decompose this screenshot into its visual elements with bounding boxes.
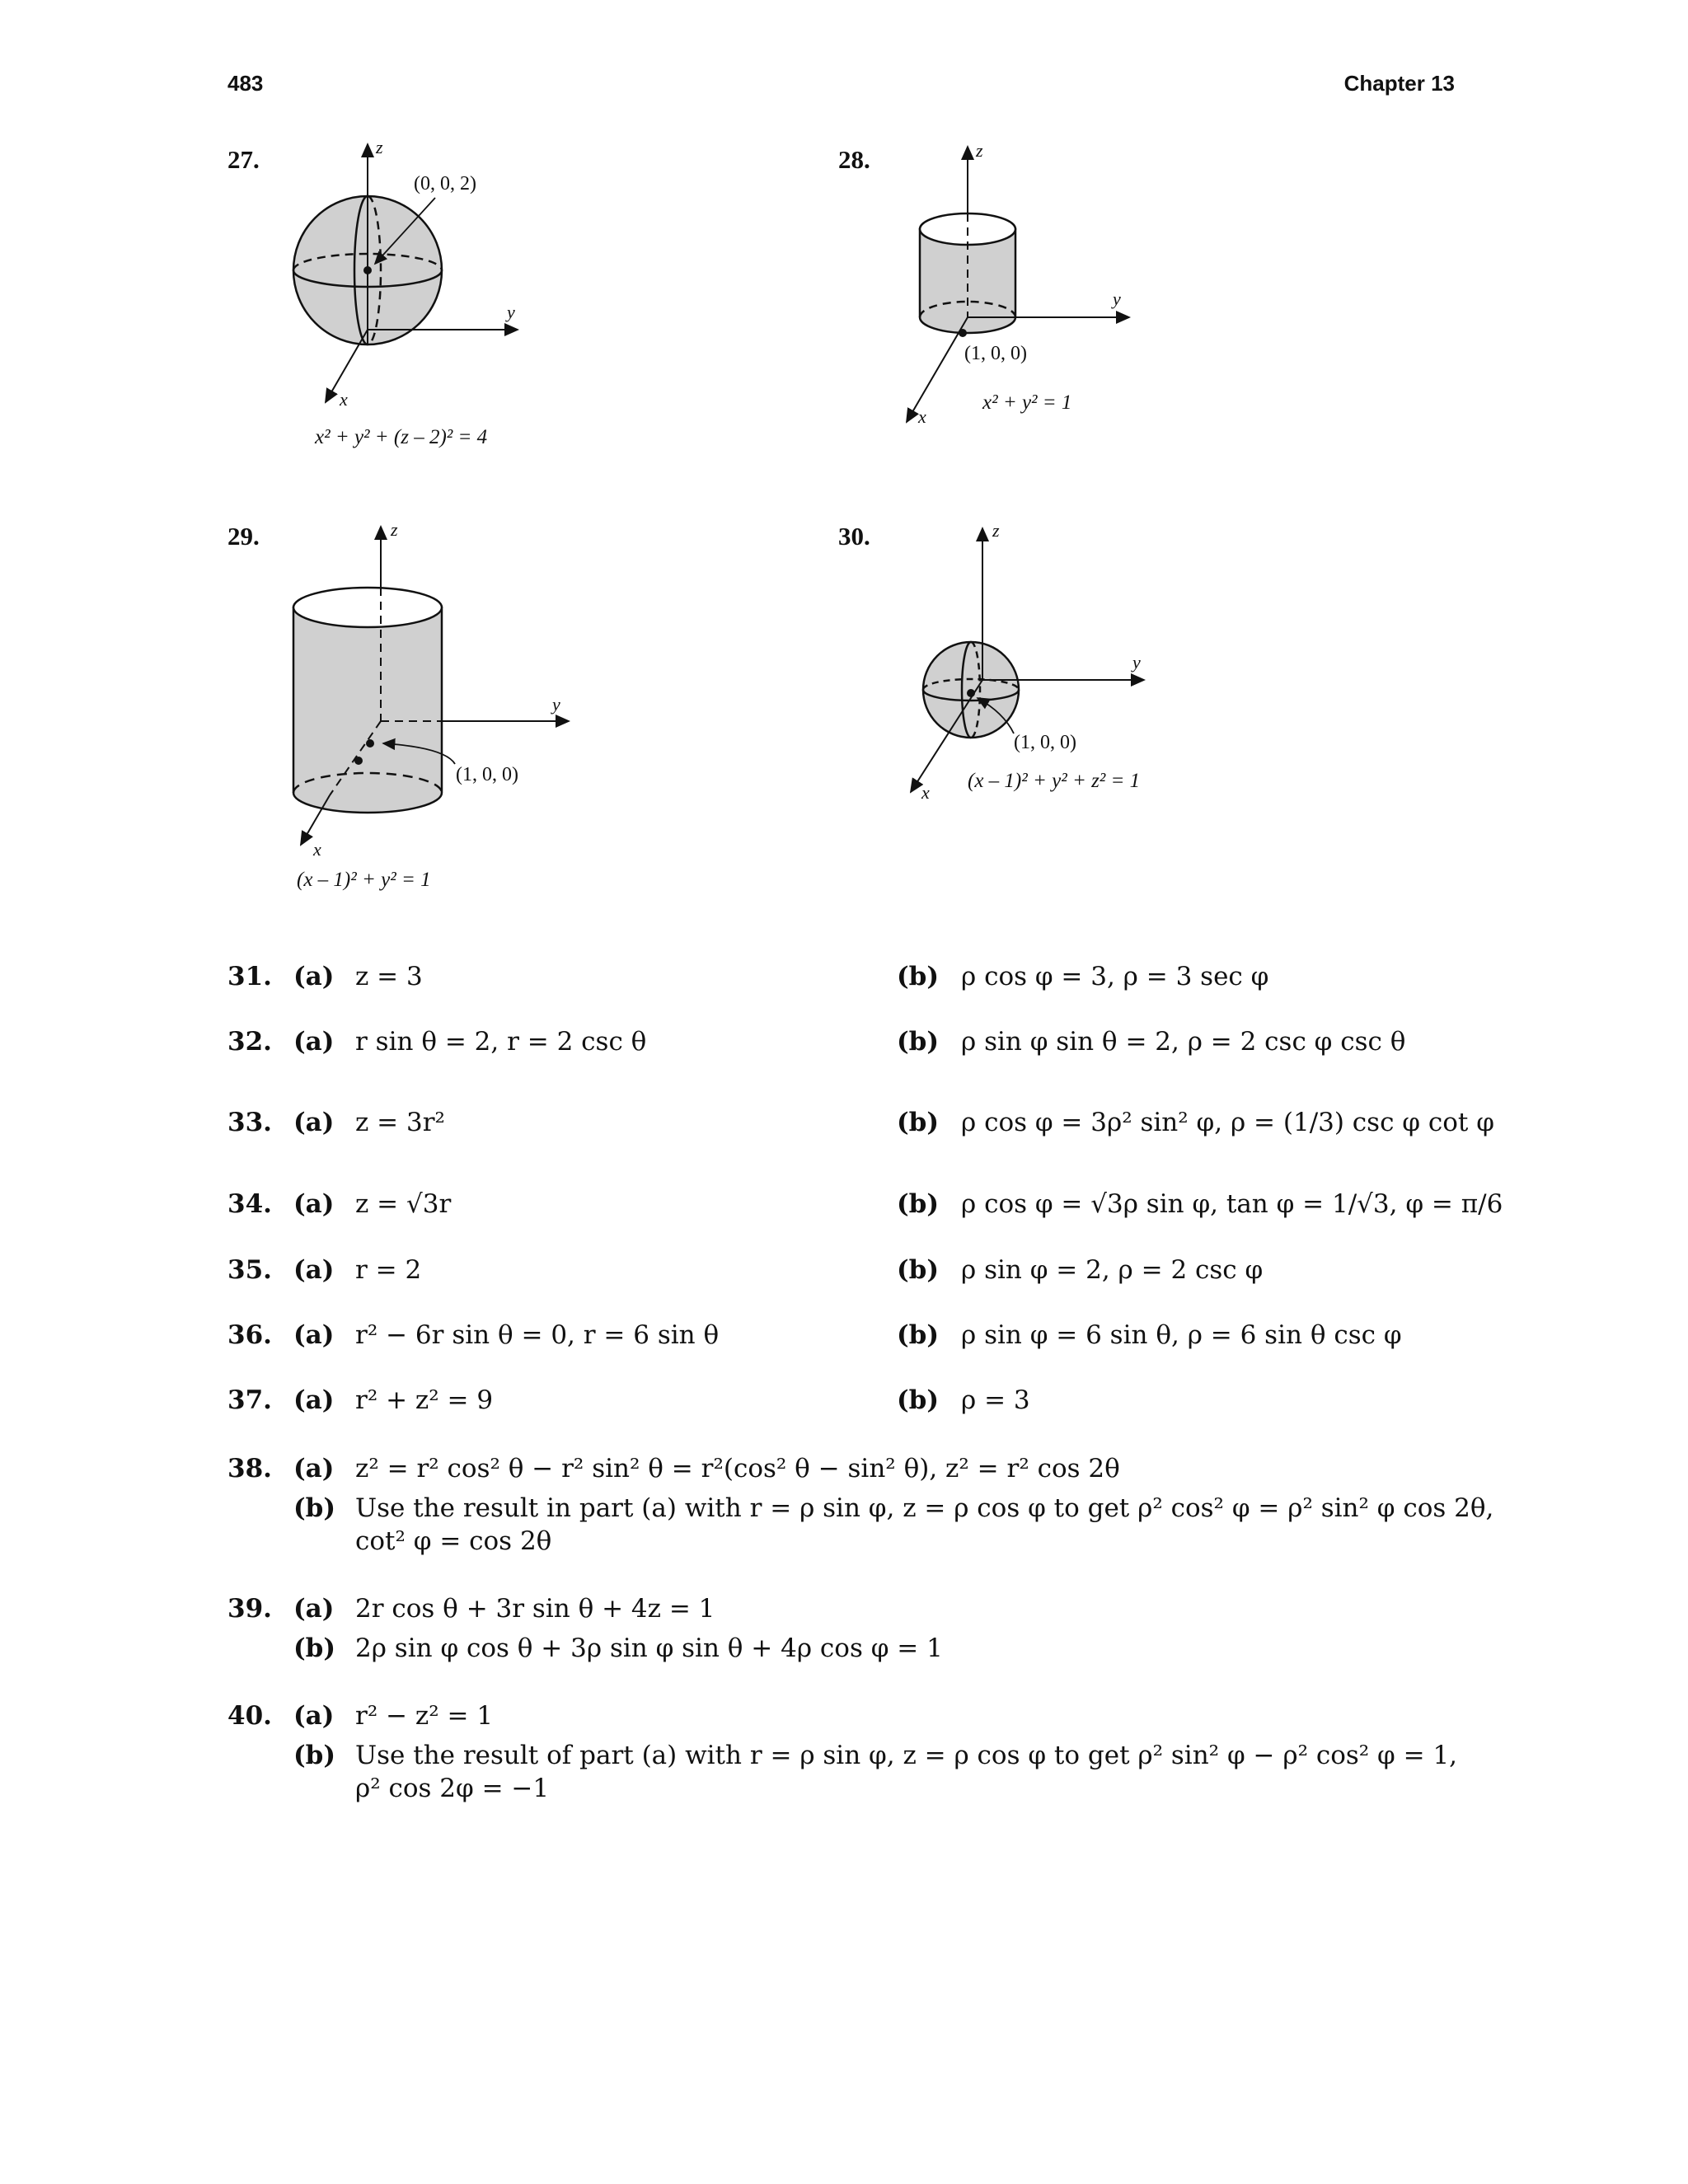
part-b-label: (b) — [897, 962, 940, 991]
center-point — [967, 689, 975, 697]
part-a-answer: z² = r² cos² θ − r² sin² θ = r²(cos² θ − sin² θ), z² = r² cos 2θ — [355, 1454, 1120, 1483]
equation-label: (x – 1)² + y² = 1 — [297, 869, 431, 891]
y-axis-label: y — [1113, 288, 1121, 309]
part-b-answer: ρ cos φ = 3, ρ = 3 sec φ — [961, 962, 1269, 991]
part-b-label: (b) — [897, 1108, 940, 1137]
part-a-answer: r² + z² = 9 — [355, 1385, 494, 1415]
part-a-answer: r = 2 — [355, 1255, 422, 1285]
cylinder-top — [293, 588, 442, 627]
part-a-label: (a) — [293, 1385, 335, 1415]
figure-28-cylinder — [890, 132, 1170, 437]
figure-29-cylinder — [280, 515, 593, 894]
part-b-answer: ρ sin φ sin θ = 2, ρ = 2 csc φ csc θ — [961, 1027, 1406, 1057]
problem-number: 32. — [227, 1027, 272, 1057]
part-b-label: (b) — [897, 1385, 940, 1415]
problem-number-29: 29. — [227, 522, 260, 551]
part-b-label: (b) — [897, 1255, 940, 1285]
point-label: (1, 0, 0) — [456, 764, 518, 785]
problem-number: 38. — [227, 1454, 272, 1483]
problem-number: 31. — [227, 962, 272, 991]
point-label: (0, 0, 2) — [414, 173, 476, 194]
z-axis-label: z — [391, 519, 398, 540]
part-b-answer-line2: cot² φ = cos 2θ — [355, 1526, 552, 1556]
x-axis-label: x — [313, 839, 321, 860]
part-b-answer-line1: Use the result in part (a) with r = ρ sin φ, z = ρ cos φ to get ρ² cos² φ = ρ² sin² φ cos 2θ, — [355, 1493, 1494, 1523]
part-a-answer: r² − 6r sin θ = 0, r = 6 sin θ — [355, 1320, 720, 1350]
part-a-label: (a) — [293, 1027, 335, 1057]
figure-27-sphere — [280, 132, 552, 470]
part-b-answer: ρ cos φ = √3ρ sin φ, tan φ = 1/√3, φ = π/6 — [961, 1189, 1503, 1219]
part-a-label: (a) — [293, 1454, 335, 1483]
part-b-answer: ρ = 3 — [961, 1385, 1030, 1415]
y-axis-label: y — [1132, 652, 1141, 673]
equation-label: x² + y² = 1 — [982, 391, 1072, 414]
page-number: 483 — [227, 71, 264, 96]
problem-number: 39. — [227, 1594, 272, 1624]
problem-number: 35. — [227, 1255, 272, 1285]
part-b-label: (b) — [897, 1320, 940, 1350]
part-a-label: (a) — [293, 1701, 335, 1731]
part-a-label: (a) — [293, 962, 335, 991]
point-label: (1, 0, 0) — [1014, 732, 1076, 753]
part-a-label: (a) — [293, 1189, 335, 1219]
part-b-label: (b) — [897, 1189, 940, 1219]
cylinder-surface — [293, 607, 442, 813]
part-a-answer: 2r cos θ + 3r sin θ + 4z = 1 — [355, 1594, 715, 1624]
point-label: (1, 0, 0) — [964, 343, 1027, 364]
part-b-answer: ρ sin φ = 2, ρ = 2 csc φ — [961, 1255, 1264, 1285]
figure-30-sphere — [890, 515, 1203, 812]
chapter-title: Chapter 13 — [1343, 71, 1455, 96]
equation-label: x² + y² + (z – 2)² = 4 — [315, 426, 488, 448]
z-axis-label: z — [976, 140, 983, 161]
part-a-label: (a) — [293, 1255, 335, 1285]
x-axis-label: x — [918, 406, 926, 427]
part-b-label: (b) — [897, 1027, 940, 1057]
part-b-answer: ρ cos φ = 3ρ² sin² φ, ρ = (1/3) csc φ cot φ — [961, 1108, 1494, 1137]
problem-number: 40. — [227, 1701, 272, 1731]
part-a-answer: z = 3r² — [355, 1108, 445, 1137]
part-a-answer: r² − z² = 1 — [355, 1701, 494, 1731]
x-axis-label: x — [340, 389, 348, 410]
z-axis-label: z — [376, 137, 383, 157]
problem-number: 37. — [227, 1385, 272, 1415]
x-axis-label: x — [921, 782, 930, 803]
part-a-label: (a) — [293, 1108, 335, 1137]
y-axis-label: y — [552, 694, 560, 715]
problem-number-30: 30. — [838, 522, 870, 551]
part-b-answer: 2ρ sin φ cos θ + 3ρ sin φ sin θ + 4ρ cos φ = 1 — [355, 1633, 943, 1663]
axis-point — [366, 739, 374, 748]
part-b-label: (b) — [293, 1633, 336, 1663]
y-axis-label: y — [507, 302, 515, 322]
base-point — [959, 329, 967, 337]
part-a-label: (a) — [293, 1320, 335, 1350]
problem-number: 34. — [227, 1189, 272, 1219]
part-a-answer: r sin θ = 2, r = 2 csc θ — [355, 1027, 647, 1057]
x-axis — [907, 317, 968, 422]
problem-number-28: 28. — [838, 145, 870, 174]
part-b-label: (b) — [293, 1493, 336, 1523]
z-axis-label: z — [992, 520, 1000, 541]
problem-number-27: 27. — [227, 145, 260, 174]
equation-label: (x – 1)² + y² + z² = 1 — [968, 770, 1141, 792]
part-b-answer-line2: ρ² cos 2φ = −1 — [355, 1774, 550, 1803]
problem-number: 33. — [227, 1108, 272, 1137]
part-b-answer: ρ sin φ = 6 sin θ, ρ = 6 sin θ csc φ — [961, 1320, 1402, 1350]
problem-number: 36. — [227, 1320, 272, 1350]
center-point — [363, 266, 372, 274]
base-point — [354, 757, 363, 765]
part-b-answer-line1: Use the result of part (a) with r = ρ sin φ, z = ρ cos φ to get ρ² sin² φ − ρ² cos² φ = 1, — [355, 1741, 1458, 1770]
part-b-label: (b) — [293, 1741, 336, 1770]
part-a-answer: z = √3r — [355, 1189, 452, 1219]
part-a-answer: z = 3 — [355, 962, 423, 991]
part-a-label: (a) — [293, 1594, 335, 1624]
